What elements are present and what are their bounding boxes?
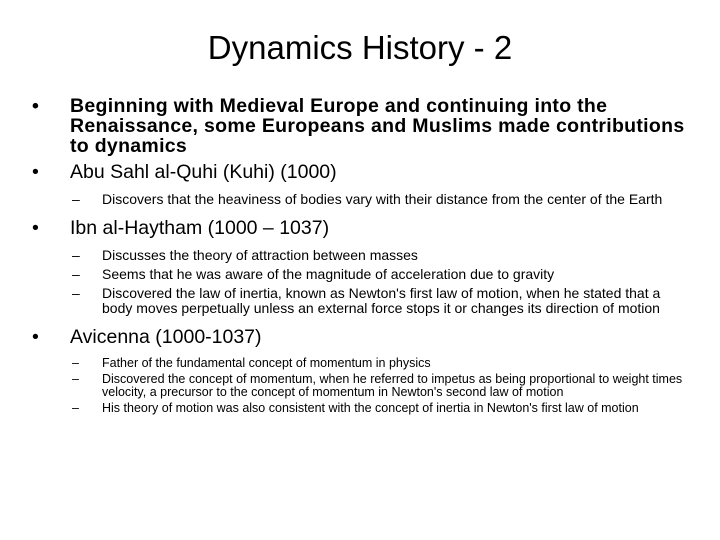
dash-marker: – — [72, 247, 80, 263]
sub-bullet — [32, 357, 692, 370]
sub-bullet-text: Father of the fundamental concept of momentum in physics — [102, 356, 431, 370]
dash-marker: – — [72, 372, 79, 386]
dash-marker: – — [72, 401, 79, 415]
sub-bullet — [32, 402, 692, 415]
bullet-al-quhi-text: Abu Sahl al-Quhi (Kuhi) (1000) — [70, 161, 337, 183]
slide-content — [32, 96, 692, 415]
sub-bullet — [32, 267, 692, 282]
sub-bullet-text: Discusses the theory of attraction between masses — [102, 247, 418, 263]
dash-marker: – — [72, 356, 79, 370]
sub-bullet — [32, 248, 692, 263]
bullet-avicenna — [32, 327, 692, 347]
bullet-intro-text: Beginning with Medieval Europe and continuing into the Renaissance, some Europeans and Muslims made contributions to dynamics — [70, 95, 685, 157]
sub-bullet-text: Discovered the concept of momentum, when he referred to impetus as being proportional to weight times velocity, a precursor to the concept of momentum in Newton's second law of motion — [102, 372, 683, 399]
bullet-ibn-al-haytham — [32, 218, 692, 238]
bullet-avicenna-text: Avicenna (1000-1037) — [70, 326, 262, 348]
bullet-ibn-al-haytham-text: Ibn al-Haytham (1000 – 1037) — [70, 217, 330, 239]
slide-title: Dynamics History - 2 — [207, 29, 513, 66]
dash-marker: – — [72, 266, 80, 282]
sub-bullet-text: His theory of motion was also consistent with the concept of inertia in Newton's first law of motion — [102, 401, 639, 415]
sub-bullet — [32, 373, 692, 399]
sub-bullet — [32, 192, 692, 207]
bullet-intro — [32, 96, 692, 156]
dash-marker: – — [72, 191, 80, 207]
dash-marker: – — [72, 285, 80, 301]
sub-bullet-text: Discovered the law of inertia, known as Newton's first law of motion, when he stated that a body moves perpetually unless an external force stops it or changes its direction of motion — [102, 285, 661, 316]
sub-bullet-text: Discovers that the heaviness of bodies vary with their distance from the center of the Earth — [102, 191, 663, 207]
bullet-al-quhi — [32, 162, 692, 182]
sub-bullet-text: Seems that he was aware of the magnitude of acceleration due to gravity — [102, 266, 555, 282]
sub-bullet — [32, 286, 692, 316]
